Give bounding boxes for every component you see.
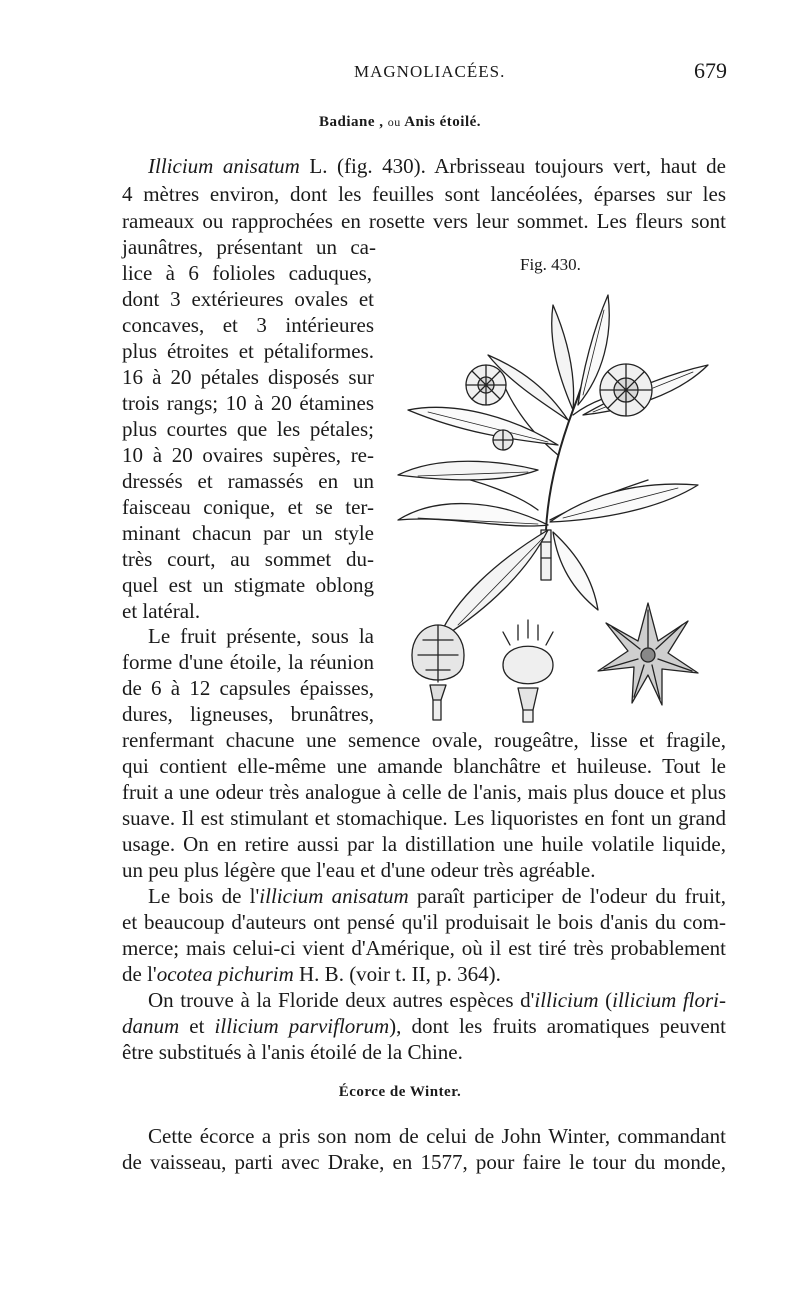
text-line: faisceau conique, et se ter- xyxy=(122,495,374,519)
running-title: MAGNOLIACÉES. xyxy=(354,62,506,81)
text-line: et beaucoup d'auteurs ont pensé qu'il produisait le bois d'anis du com- xyxy=(122,910,726,934)
text-line: renfermant chacune une semence ovale, rougeâtre, lisse et fragile, xyxy=(122,728,726,752)
text-line: fruit a une odeur très analogue à celle de l'anis, mais plus douce et plus xyxy=(122,780,726,804)
text-line: de vaisseau, parti avec Drake, en 1577, pour faire le tour du monde, xyxy=(122,1150,726,1174)
text-line: qui contient elle-même une amande blanchâtre et huileuse. Tout le xyxy=(122,754,726,778)
text-line: Illicium anisatum L. (fig. 430). Arbrisseau toujours vert, haut de xyxy=(148,154,726,178)
text-line: dont 3 extérieures ovales et xyxy=(122,287,374,311)
text-line: Le bois de l'illicium anisatum paraît participer de l'odeur du fruit, xyxy=(148,884,726,908)
text-line: concaves, et 3 intérieures xyxy=(122,313,374,337)
text-line: usage. On en retire aussi par la distillation une huile volatile liquide, xyxy=(122,832,726,856)
text-line: dures, ligneuses, brunâtres, xyxy=(122,702,374,726)
section-title-main: Badiane , xyxy=(318,114,384,130)
text-line: lice à 6 folioles caduques, xyxy=(122,261,372,285)
page-number: 679 xyxy=(694,58,727,83)
text-line: merce; mais celui-ci vient d'Amérique, où il est tiré très probablement xyxy=(122,936,726,960)
section-title-or: ou xyxy=(387,115,401,129)
text-line: très court, au sommet du- xyxy=(122,547,374,571)
text-line: quel est un stigmate oblong xyxy=(122,573,374,597)
star-anise-illustration xyxy=(378,280,728,725)
text-line: de 6 à 12 capsules épaisses, xyxy=(122,676,374,700)
species-name: ocotea pichurim xyxy=(156,962,294,986)
text-line: trois rangs; 10 à 20 étamines xyxy=(122,391,374,415)
text-line: 10 à 20 ovaires supères, re- xyxy=(122,443,374,467)
text-line: rameaux ou rapprochées en rosette vers leur sommet. Les fleurs sont xyxy=(122,209,726,233)
text-line: forme d'une étoile, la réunion xyxy=(122,650,374,674)
text-line: un peu plus légère que l'eau et d'une odeur très agréable. xyxy=(122,858,596,882)
section-title-badiane xyxy=(0,114,800,131)
text-line: On trouve à la Floride deux autres espèces d'illicium (illicium flori- xyxy=(148,988,727,1012)
species-name: Illicium anisatum xyxy=(148,154,300,178)
text-line: Le fruit présente, sous la xyxy=(148,624,374,648)
text-line: de l'ocotea pichurim H. B. (voir t. II, p. 364). xyxy=(122,962,501,986)
text-line: 4 mètres environ, dont les feuilles sont lancéolées, éparses sur les xyxy=(122,182,726,206)
text-line: être substitués à l'anis étoilé de la Chine. xyxy=(122,1040,463,1064)
text-line: jaunâtres, présentant un ca- xyxy=(122,235,376,259)
figure-label: Fig. 430. xyxy=(520,255,581,274)
text-line: 16 à 20 pétales disposés sur xyxy=(122,365,374,389)
text-line: plus étroites et pétaliformes. xyxy=(122,339,374,363)
text-line: suave. Il est stimulant et stomachique. Les liquoristes en font un grand xyxy=(122,806,726,830)
text-line: Cette écorce a pris son nom de celui de John Winter, commandant xyxy=(148,1124,726,1148)
text-line: minant chacun par un style xyxy=(122,521,374,545)
text-line: et latéral. xyxy=(122,599,201,623)
text-line: plus courtes que les pétales; xyxy=(122,417,374,441)
running-head xyxy=(122,58,727,86)
section-title-winter: Écorce de Winter. xyxy=(338,1084,462,1100)
text-line: dressés et ramassés en un xyxy=(122,469,374,493)
species-name: illicium anisatum xyxy=(259,884,409,908)
section-title-alt: Anis étoilé. xyxy=(404,114,482,130)
text-line: danum et illicium parviflorum), dont les fruits aromatiques peuvent xyxy=(122,1014,727,1038)
